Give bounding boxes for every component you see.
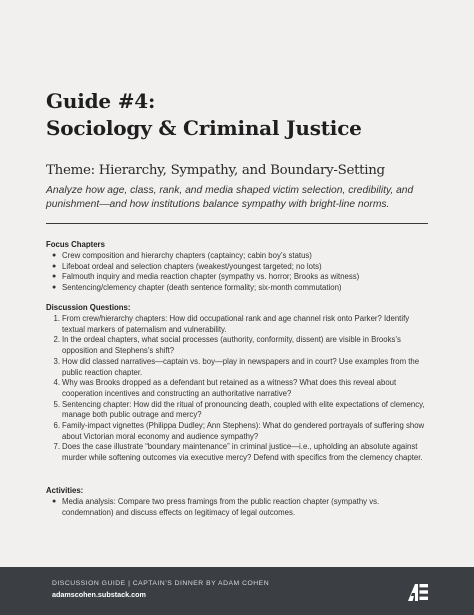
list-item: 7. Does the case illustrate “boundary maintenance” in criminal justice—i.e., upholding an absolute against murder while softening outcomes via executive mercy? Defend with specifics from the clemency chapter. [53,442,423,463]
list-item: 2. In the ordeal chapters, what social processes (authority, conformity, dissent) are visible in Brooks’s opposition and Stephens’s shift? [53,335,401,356]
list-item: 1. From crew/hierarchy chapters: How did occupational rank and age channel risk onto Parker? Identify textual markers of paternalism and vulnerability. [53,314,410,334]
footer-guide-label: DISCUSSION GUIDE | CAPTAIN’S DINNER BY ADAM COHEN [52,580,270,587]
guide-title [46,88,446,142]
bullet-icon: ● [52,273,57,281]
intro-text: Analyze how age, class, rank, and media shaped victim selection, credibility, and punishment—and how institutions balance sympathy with bright-line norms. [46,185,414,210]
theme-heading: Theme: Hierarchy, Sympathy, and Boundary-Setting [46,163,385,178]
list-item: ● Falmouth inquiry and media reaction chapter (sympathy vs. horror; Brooks as witness) [52,272,360,282]
bullet-icon: ● [52,252,57,259]
bullet-icon: ● [52,284,57,292]
questions-heading: Discussion Questions: [46,303,131,312]
footer-site-link[interactable]: adamscohen.substack.com [52,590,146,599]
list-item: ● Sentencing/clemency chapter (death sentence formality; six-month commutation) [52,283,342,293]
ae-logo-icon [408,581,428,601]
list-item: 3. How did classed narratives—captain vs. boy—play in newspapers and in court? Use examples from the public reaction chapter. [53,356,420,377]
list-item: 5. Sentencing chapter: How did the ritual of pronouncing death, coupled with elite expectations of clemency, manage both public outrage and mercy? [53,399,425,420]
list-item: ● Lifeboat ordeal and selection chapters (weakest/youngest targeted; no lots) [52,261,322,271]
footer [0,567,474,615]
guide-title-line2: Sociology & Criminal Justice [46,116,362,140]
bullet-icon: ● [52,262,57,270]
focus-list [46,251,430,294]
questions-list [46,314,430,464]
list-item: ● Media analysis: Compare two press framings from the public reaction chapter (sympathy vs. condemnation) and discuss effects on legitimacy of legal outcomes. [52,497,380,517]
list-item: 4. Why was Brooks dropped as a defendant but retained as a witness? What does this reveal about cooperation incentives and constructing an authoritative narrative? [53,378,397,398]
activities-heading: Activities: [46,486,84,495]
guide-title-line1: Guide #4: [46,89,156,113]
divider [46,223,428,224]
activities-list [46,497,430,518]
list-item: ● Crew composition and hierarchy chapters (captaincy; cabin boy’s status) [52,251,312,260]
bullet-icon: ● [52,498,57,505]
list-item: 6. Family-impact vignettes (Philippa Dudley; Ann Stephens): What do gendered portrayals of suffering show about Victorian moral economy and audience sympathy? [53,421,425,441]
focus-heading: Focus Chapters [46,240,105,249]
